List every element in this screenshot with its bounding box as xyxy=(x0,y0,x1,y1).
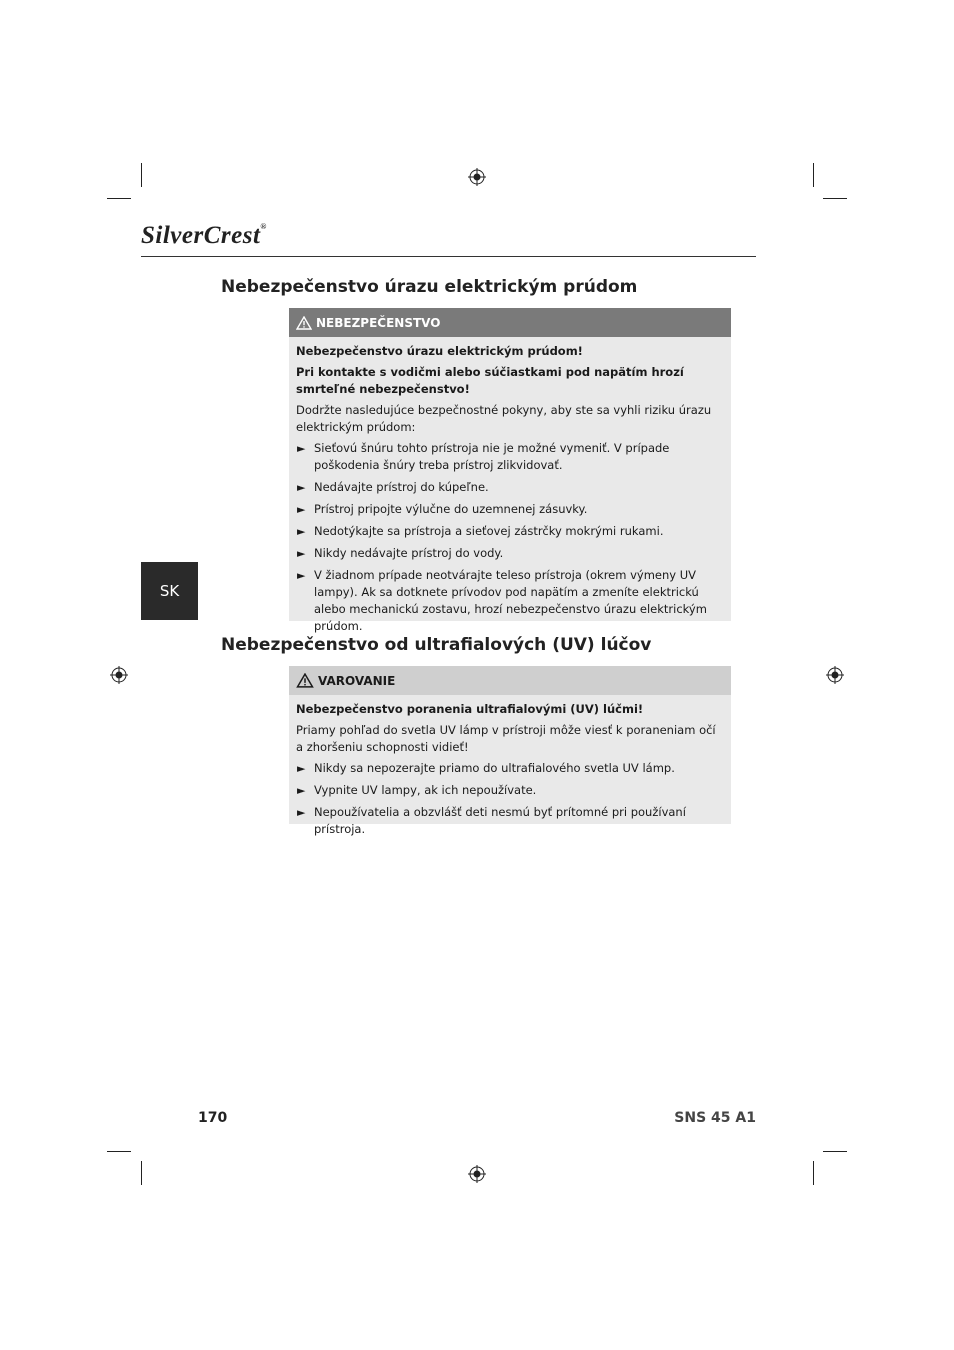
brand-logo: SilverCrest® xyxy=(141,222,267,249)
list-item: ► Nedávajte prístroj do kúpeľne. xyxy=(297,480,489,494)
registration-mark-icon xyxy=(826,666,844,684)
arrow-right-icon: ► xyxy=(297,525,306,538)
model-number: SNS 45 A1 xyxy=(674,1110,756,1126)
danger-box xyxy=(289,308,731,633)
language-tab: SK xyxy=(141,562,198,620)
warning-box-header xyxy=(289,666,731,695)
arrow-right-icon: ► xyxy=(297,762,306,775)
list-item: ► Nepoužívatelia a obzvlášť deti nesmú byť prítomné pri používaní prístroja. xyxy=(297,805,686,836)
header-rule xyxy=(141,256,756,257)
danger-box-header xyxy=(289,308,731,337)
crop-mark xyxy=(107,1151,131,1152)
section-title-uv-radiation: Nebezpečenstvo od ultrafialových (UV) lúčov xyxy=(221,635,652,655)
warning-headline: Nebezpečenstvo poranenia ultrafialovými (UV) lúčmi! xyxy=(296,702,644,716)
danger-subheadline: Pri kontakte s vodičmi alebo súčiastkami pod napätím hrozí smrteľné nebezpečenstvo! xyxy=(296,365,684,396)
crop-mark xyxy=(141,1161,142,1185)
crop-mark xyxy=(813,1161,814,1185)
arrow-right-icon: ► xyxy=(297,784,306,797)
danger-headline: Nebezpečenstvo úrazu elektrickým prúdom! xyxy=(296,344,583,358)
crop-mark xyxy=(107,198,131,199)
crop-mark xyxy=(813,163,814,187)
crop-mark xyxy=(823,198,847,199)
warning-label: VAROVANIE xyxy=(318,673,396,688)
crop-mark xyxy=(141,163,142,187)
registration-mark-icon xyxy=(110,666,128,684)
section-title-electric-shock: Nebezpečenstvo úrazu elektrickým prúdom xyxy=(221,277,638,297)
list-item: ► Vypnite UV lampy, ak ich nepoužívate. xyxy=(297,783,537,797)
list-item: ► Nedotýkajte sa prístroja a sieťovej zástrčky mokrými rukami. xyxy=(297,524,664,538)
list-item: ► Prístroj pripojte výlučne do uzemnenej zásuvky. xyxy=(297,502,588,516)
arrow-right-icon: ► xyxy=(297,547,306,560)
arrow-right-icon: ► xyxy=(297,569,306,582)
danger-intro: Dodržte nasledujúce bezpečnostné pokyny, aby ste sa vyhli riziku úrazu elektrickým prúdom: xyxy=(296,403,712,434)
warning-list xyxy=(296,760,723,838)
crop-mark xyxy=(823,1151,847,1152)
warning-box xyxy=(289,666,731,836)
list-item: ► V žiadnom prípade neotvárajte teleso prístroja (okrem výmeny UV lampy). Ak sa dotknete prívodov pod napätím a zmeníte elektrickú alebo mechanickú zostavu, hrozí nebezpečenstvo úrazu elektrickým prúdom. xyxy=(297,568,707,633)
warning-triangle-icon xyxy=(296,673,314,688)
warning-triangle-icon xyxy=(296,316,312,330)
danger-list xyxy=(296,440,723,635)
registration-mark-icon xyxy=(468,1165,486,1183)
list-item: ► Sieťovú šnúru tohto prístroja nie je možné vymeniť. V prípade poškodenia šnúry treba prístroj zlikvidovať. xyxy=(297,441,670,472)
arrow-right-icon: ► xyxy=(297,503,306,516)
arrow-right-icon: ► xyxy=(297,806,306,819)
arrow-right-icon: ► xyxy=(297,442,306,455)
registration-mark-icon xyxy=(468,168,486,186)
list-item: ► Nikdy sa nepozerajte priamo do ultrafialového svetla UV lámp. xyxy=(297,761,675,775)
list-item: ► Nikdy nedávajte prístroj do vody. xyxy=(297,546,504,560)
arrow-right-icon: ► xyxy=(297,481,306,494)
warning-intro: Priamy pohľad do svetla UV lámp v prístroji môže viesť k poraneniam očí a zhoršeniu schopnosti vidieť! xyxy=(296,723,716,754)
danger-label: NEBEZPEČENSTVO xyxy=(316,315,441,330)
page-number: 170 xyxy=(198,1110,228,1126)
